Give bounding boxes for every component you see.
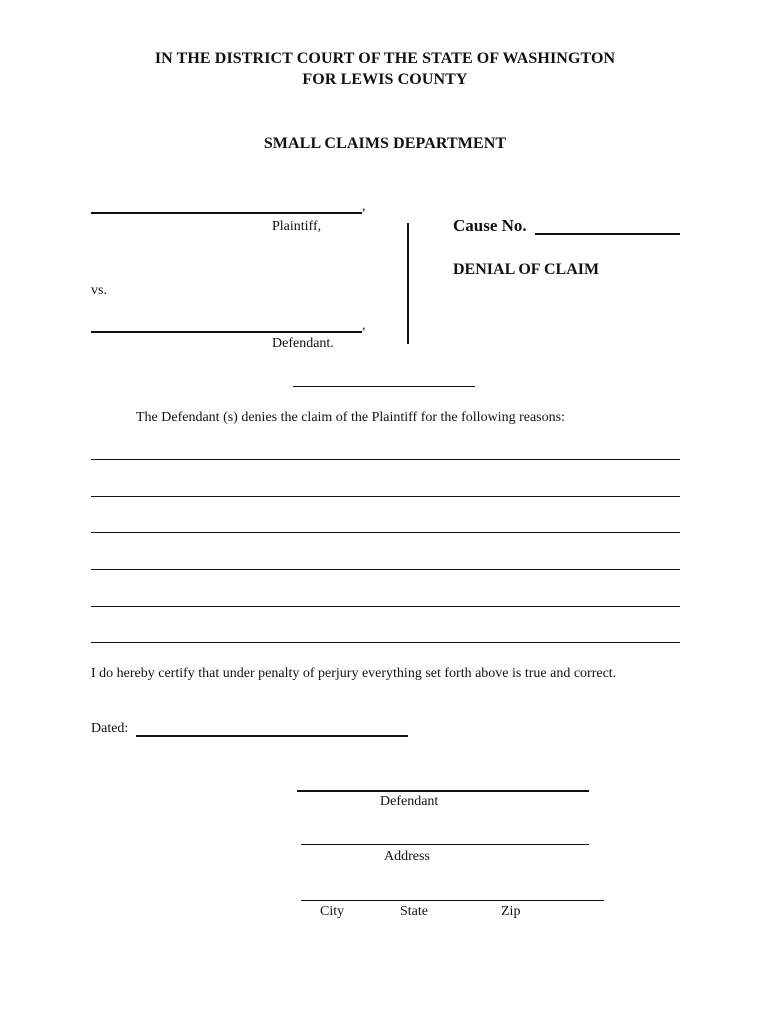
reason-line-2[interactable] [91, 496, 680, 497]
certification-statement: I do hereby certify that under penalty of perjury everything set forth above is true and correct. [91, 666, 617, 681]
reason-line-5[interactable] [91, 606, 680, 607]
address-field[interactable] [301, 844, 589, 845]
vs-label: vs. [91, 283, 107, 298]
address-label: Address [384, 849, 430, 864]
city-state-zip-field[interactable] [301, 900, 604, 901]
cause-number-field[interactable] [535, 233, 680, 235]
court-title-line-2: FOR LEWIS COUNTY [302, 71, 468, 88]
plaintiff-name-field[interactable] [91, 212, 362, 214]
reason-line-4[interactable] [91, 569, 680, 570]
signature-defendant-label: Defendant [380, 794, 439, 809]
section-separator [293, 386, 475, 387]
date-field[interactable] [136, 735, 408, 737]
state-label: State [400, 904, 428, 919]
defendant-label: Defendant. [272, 336, 334, 351]
zip-label: Zip [501, 904, 521, 919]
denial-statement: The Defendant (s) denies the claim of the Plaintiff for the following reasons: [136, 410, 565, 425]
department-title: SMALL CLAIMS DEPARTMENT [263, 135, 507, 152]
reason-line-3[interactable] [91, 532, 680, 533]
defendant-name-field[interactable] [91, 331, 362, 333]
document-title: DENIAL OF CLAIM [453, 261, 600, 278]
cause-number-label: Cause No. [453, 216, 527, 235]
defendant-comma: , [362, 318, 366, 333]
defendant-signature-field[interactable] [297, 790, 589, 792]
caption-divider [407, 223, 409, 344]
reason-line-6[interactable] [91, 642, 680, 643]
court-title-line-1: IN THE DISTRICT COURT OF THE STATE OF WASHINGTON [154, 50, 616, 67]
dated-label: Dated: [91, 721, 129, 736]
plaintiff-comma: , [362, 199, 366, 214]
plaintiff-label: Plaintiff, [272, 219, 322, 234]
city-label: City [320, 904, 345, 919]
reason-line-1[interactable] [91, 459, 680, 460]
